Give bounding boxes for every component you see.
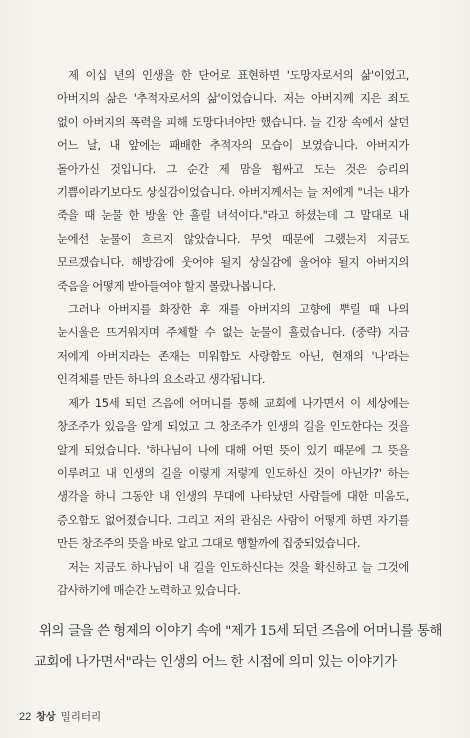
- page-footer: [19, 708, 101, 724]
- quoted-testimony: [57, 64, 409, 602]
- body-text: [34, 616, 442, 678]
- body-paragraph-1: 위의 글을 쓴 형제의 이야기 속에 "제가 15세 되던 즈음에 어머니를 통해 교회에 나가면서"라는 인생의 어느 한 시점에 의미 있는 이야기가: [34, 624, 442, 670]
- section-title: 밀리터리: [60, 711, 102, 723]
- page-number: 22: [19, 711, 32, 723]
- magazine-logo: 창상: [36, 712, 56, 723]
- quote-paragraph-4: 저는 지금도 하나님이 내 길을 인도하신다는 것을 확신하고 늘 그것에 감사하기에 매순간 노력하고 있습니다.: [57, 559, 409, 597]
- quote-paragraph-2: 그러나 아버지를 화장한 후 재를 아버지의 고향에 뿌릴 때 나의 눈시울은 뜨거워지며 주체할 수 없는 눈물이 흘렀습니다. (중략) 지금 저에게 아버지라는 존재는 미워함도 사랑함도 아닌, 현재의 '나'라는 인격체를 만든 하나의 요소라고 생각됩니다.: [57, 302, 409, 387]
- quote-paragraph-1: 제 이십 년의 인생을 한 단어로 표현하면 '도망자로서의 삶'이었고, 아버지의 삶은 '추적자로서의 삶'이었습니다. 저는 아버지께 지은 죄도 없이 아버지의 폭력을 피해 도망다녀야만 했습니다. 늘 긴장 속에서 살던 어느 날, 내 앞에는 패배한 추적자의 모습이 보였습니다. 아버지가 돌아가신 것입니다. 그 순간 제 맘을 휩싸고 도는 것은 승리의 기쁨이라기보다도 상실감이었습니다. 아버지께서는 늘 저에게 "너는 내가 죽을 때 눈물 한 방울 안 흘릴 녀석이다."라고 하셨는데 그 말대로 내 눈에선 눈물이 흐르지 않았습니다. 무엇 때문에 그랬는지 지금도 모르겠습니다. 해방감에 웃어야 될지 상실감에 울어야 될지 아버지의 죽음을 어떻게 받아들여야 할지 몰랐나봅니다.: [57, 68, 409, 293]
- quote-paragraph-3: 제가 15세 되던 즈음에 어머니를 통해 교회에 나가면서 이 세상에는 창조주가 있음을 알게 되었고 그 창조주가 인생의 길을 인도한다는 것을 알게 되었습니다. '하나님이 나에 대해 어떤 뜻이 있기 때문에 그 뜻을 이루려고 내 인생의 길을 이렇게 저렇게 인도하신 것이 아닌가?' 하는 생각을 하니 그동안 내 인생의 무대에 나타났던 사람들에 대한 미움도, 증오함도 없어졌습니다. 그리고 저의 관심은 사람이 어떻게 하면 자기를 만든 창조주의 뜻을 바로 알고 그대로 행할까에 집중되었습니다.: [57, 395, 409, 551]
